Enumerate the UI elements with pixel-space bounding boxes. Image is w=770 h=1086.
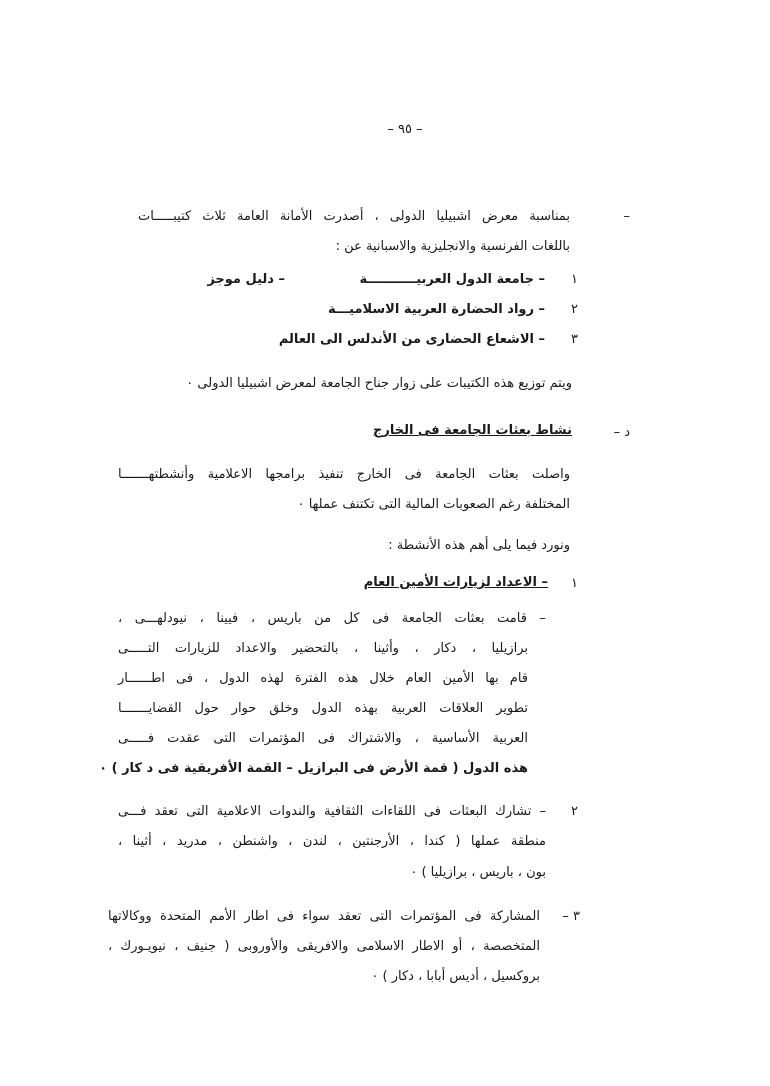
item2-number: ٢	[571, 804, 578, 819]
item2-line-2: منطقة عملها ( كندا ، الأرجنتين ، لندن ، واشنطن ، مدريد ، أثينا ،	[118, 834, 546, 849]
item3-line-1: المشاركة فى المؤتمرات التى تعقد سواء فى اطار الأمم المتحدة ووكالاتها	[108, 909, 540, 924]
item3-last-line: بروكسيل ، أديس أبابا ، دكار ) ٠	[371, 969, 540, 984]
intro-line-1: بمناسبة معرض اشبيليا الدولى ، أصدرت الأمانة العامة ثلاث كتيبـــــات	[138, 209, 570, 224]
item1-line-3: قام بها الأمين العام خلال هذه الفترة لهذه الدول ، فى اطــــــار	[118, 671, 528, 686]
intro-dash: –	[623, 209, 630, 224]
item1-number: ١	[571, 576, 578, 591]
item1-title: – الاعداد لزيارات الأمين العام	[363, 575, 548, 590]
item2-last-line: بون ، باريس ، برازيليا ) ٠	[410, 865, 546, 880]
booklet-2-title: – رواد الحضارة العربية الاسلاميـــة	[327, 302, 545, 317]
item1-line-4: تطوير العلاقات العربية بهذه الدول وخلق حوار حول القضايـــــــا	[118, 701, 528, 716]
booklet-2-number: ٢	[571, 302, 578, 317]
booklet-1-extra: – دليل موجز	[207, 272, 285, 287]
booklet-3-title: – الاشعاع الحضارى من الأندلس الى العالم	[278, 332, 545, 347]
lead-text: ونورد فيما يلى أهم هذه الأنشطة :	[388, 538, 570, 553]
booklet-1-title: – جامعة الدول العربيـــــــــــة	[359, 272, 545, 287]
item3-number: ٣ –	[562, 909, 580, 924]
distribution-text: ويتم توزيع هذه الكتيبات على زوار جناح الجامعة لمعرض اشبيليا الدولى ٠	[186, 376, 572, 391]
item1-last-line: هذه الدول ( قمة الأرض فى البرازيل – القمة الأفريقية فى د كار ) ٠	[99, 761, 528, 776]
item3-line-2: المتخصصة ، أو الاطار الاسلامى والافريقى والأوروبى ( جنيف ، نيويـورك ،	[108, 939, 540, 954]
item1-line-2: برازيليا ، دكار ، وأثينا ، بالتحضير والاعداد للزيارات التـــــى	[118, 641, 528, 656]
item1-line-5: العربية الأساسية ، والاشتراك فى المؤتمرات التى عقدت فـــــى	[118, 731, 528, 746]
section-d-title: نشاط بعثات الجامعة فى الخارج	[372, 423, 572, 438]
booklet-1-number: ١	[571, 272, 578, 287]
para1-line-1: واصلت بعثات الجامعة فى الخارج تنفيذ برامجها الاعلامية وأنشطتهـــــــا	[118, 467, 570, 482]
page-number: – ٩٥ –	[387, 122, 423, 137]
item1-line-1: – قامت بعثات الجامعة فى كل من باريس ، فيينا ، نيودلهـــى ،	[118, 611, 546, 626]
booklet-3-number: ٣	[571, 332, 578, 347]
para1-line-2: المختلفة رغم الصعوبات المالية التى تكتنف عملها ٠	[297, 497, 570, 512]
section-d-letter: د –	[613, 425, 630, 440]
intro-line-2: باللغات الفرنسية والانجليزية والاسبانية عن :	[335, 239, 570, 254]
item2-line-1: – تشارك البعثات فى اللقاءات الثقافية والندوات الاعلامية التى تعقد فـــى	[118, 804, 546, 819]
